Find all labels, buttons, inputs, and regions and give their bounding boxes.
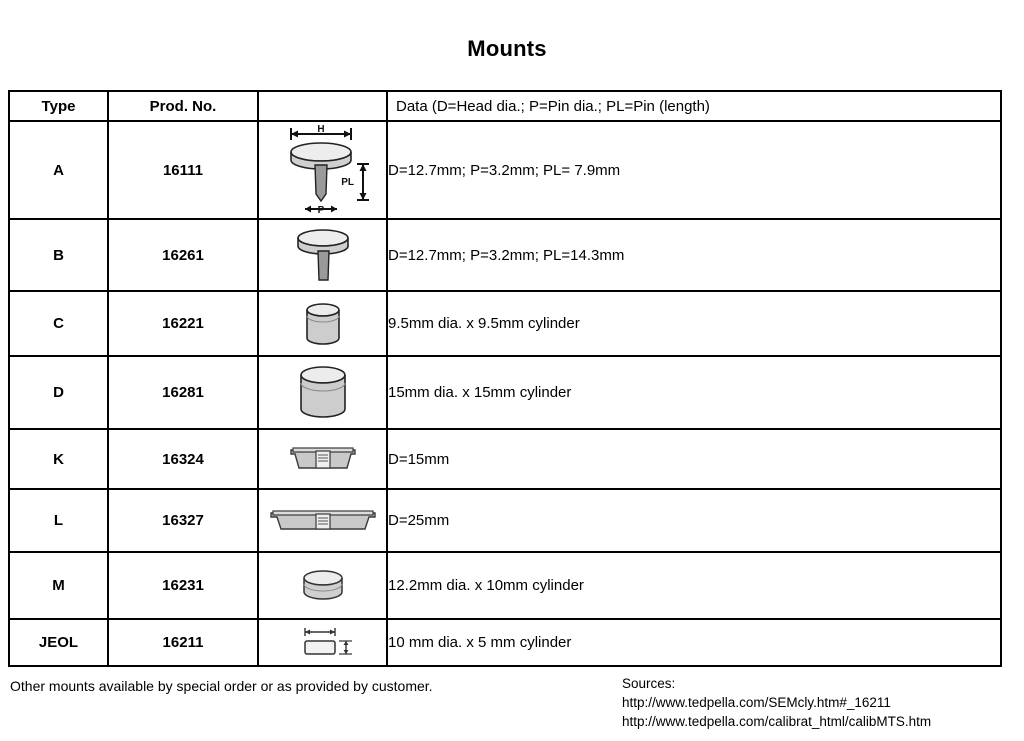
page-title: Mounts: [467, 36, 547, 61]
cell-data: D=25mm: [387, 489, 1001, 552]
table-row: [9, 291, 1001, 356]
cell-type: JEOL: [9, 619, 108, 666]
svg-text:PL: PL: [340, 177, 354, 188]
table-row: [9, 552, 1001, 619]
table-row: [9, 121, 1001, 219]
column-header-prod-no: Prod. No.: [108, 91, 258, 121]
cylinder-small-icon: [259, 298, 386, 350]
cell-image: [258, 291, 387, 356]
cell-data: 9.5mm dia. x 9.5mm cylinder: [387, 291, 1001, 356]
cell-data: D=12.7mm; P=3.2mm; PL=14.3mm: [387, 219, 1001, 291]
cell-image: [258, 356, 387, 429]
table-header-row: [9, 91, 1001, 121]
cell-image: [258, 219, 387, 291]
cell-image: [258, 619, 387, 666]
cell-type: M: [9, 552, 108, 619]
cell-image: [258, 429, 387, 489]
cell-image: [258, 552, 387, 619]
sources-block: [622, 674, 931, 731]
column-header-image: [258, 91, 387, 121]
cell-type: B: [9, 219, 108, 291]
flat-stub-narrow-icon: [259, 442, 386, 476]
cell-prod-no: 16231: [108, 552, 258, 619]
mounts-table: [8, 90, 1002, 667]
svg-text:H: H: [316, 124, 325, 135]
table-row: [9, 429, 1001, 489]
source-url-2[interactable]: http://www.tedpella.com/calibrat_html/calibMTS.htm: [622, 714, 932, 729]
table-row: [9, 489, 1001, 552]
cell-data: 10 mm dia. x 5 mm cylinder: [387, 619, 1001, 666]
cell-prod-no: 16281: [108, 356, 258, 429]
cell-type: C: [9, 291, 108, 356]
cell-prod-no: 16111: [108, 121, 258, 219]
table-row: [9, 356, 1001, 429]
cylinder-large-icon: [259, 362, 386, 424]
cell-image: [258, 489, 387, 552]
cell-type: K: [9, 429, 108, 489]
flat-stub-wide-icon: [259, 504, 386, 538]
pin-mount-long-icon: [259, 224, 386, 286]
footer-note: Other mounts available by special order or as provided by customer.: [10, 678, 433, 694]
cell-prod-no: 16211: [108, 619, 258, 666]
cell-data: 12.2mm dia. x 10mm cylinder: [387, 552, 1001, 619]
svg-text:P: P: [317, 205, 324, 216]
cell-prod-no: 16327: [108, 489, 258, 552]
table-row: [9, 619, 1001, 666]
jeol-block-dimensioned-icon: [259, 624, 386, 662]
column-header-type: Type: [9, 91, 108, 121]
cell-prod-no: 16324: [108, 429, 258, 489]
cell-prod-no: 16221: [108, 291, 258, 356]
cell-data: D=15mm: [387, 429, 1001, 489]
table-row: [9, 219, 1001, 291]
cylinder-short-icon: [259, 564, 386, 608]
source-url-1[interactable]: http://www.tedpella.com/SEMcly.htm#_16211: [622, 695, 891, 710]
sources-label: Sources:: [622, 676, 676, 691]
cell-type: D: [9, 356, 108, 429]
cell-type: A: [9, 121, 108, 219]
cell-data: 15mm dia. x 15mm cylinder: [387, 356, 1001, 429]
cell-type: L: [9, 489, 108, 552]
pin-mount-dimensioned-icon: [259, 124, 386, 216]
cell-image: [258, 121, 387, 219]
cell-data: D=12.7mm; P=3.2mm; PL= 7.9mm: [387, 121, 1001, 219]
column-header-data: Data (D=Head dia.; P=Pin dia.; PL=Pin (length): [387, 91, 1001, 121]
cell-prod-no: 16261: [108, 219, 258, 291]
